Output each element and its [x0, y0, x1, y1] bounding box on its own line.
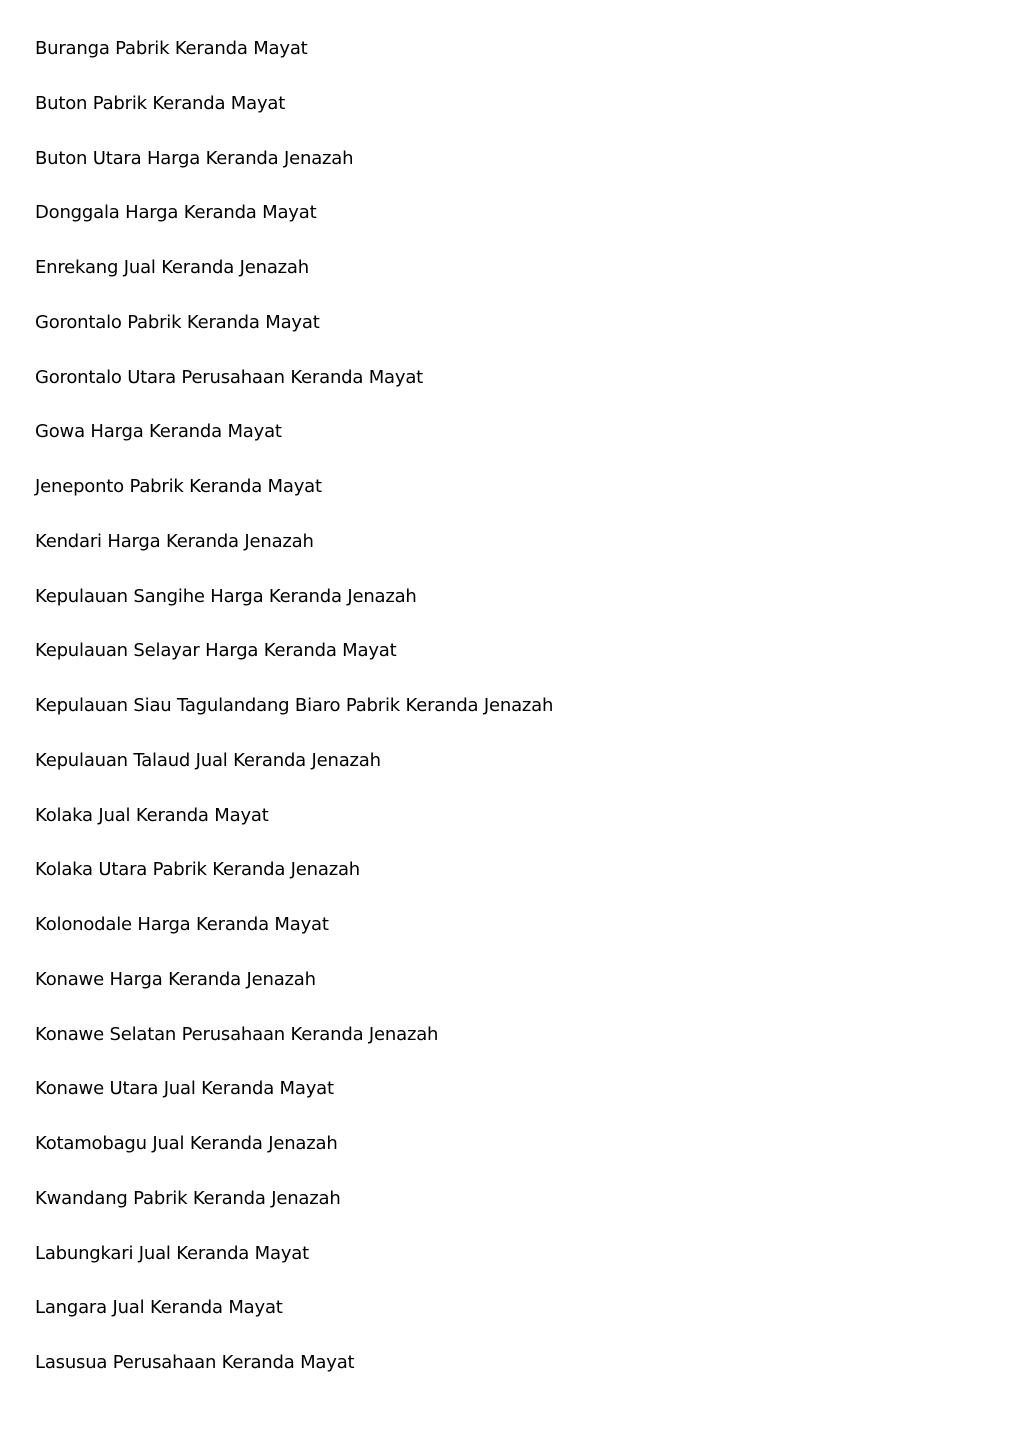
list-item: Konawe Harga Keranda Jenazah — [35, 968, 316, 990]
list-item: Kepulauan Selayar Harga Keranda Mayat — [35, 640, 397, 662]
list-item: Kolonodale Harga Keranda Mayat — [35, 914, 329, 935]
list-item: Kwandang Pabrik Keranda Jenazah — [35, 1187, 341, 1209]
list-item: Kepulauan Sangihe Harga Keranda Jenazah — [35, 585, 417, 607]
list-item: Kepulauan Siau Tagulandang Biaro Pabrik Keranda Jenazah — [35, 695, 554, 716]
list-item: Kolaka Utara Pabrik Keranda Jenazah — [35, 859, 360, 881]
list-item: Donggala Harga Keranda Mayat — [35, 202, 317, 224]
list-item: Konawe Utara Jual Keranda Mayat — [35, 1078, 334, 1100]
list-item: Langara Jual Keranda Mayat — [35, 1297, 283, 1319]
list-item: Gowa Harga Keranda Mayat — [35, 421, 282, 443]
list-item: Buranga Pabrik Keranda Mayat — [35, 38, 308, 59]
list-item: Lasusua Perusahaan Keranda Mayat — [35, 1352, 355, 1373]
list-item: Buton Utara Harga Keranda Jenazah — [35, 147, 354, 169]
entry-list — [35, 36, 553, 1405]
list-item: Konawe Selatan Perusahaan Keranda Jenazah — [35, 1023, 439, 1045]
list-item: Gorontalo Utara Perusahaan Keranda Mayat — [35, 366, 424, 388]
list-item: Kendari Harga Keranda Jenazah — [35, 530, 314, 552]
list-item: Kotamobagu Jual Keranda Jenazah — [35, 1133, 338, 1154]
list-item: Kepulauan Talaud Jual Keranda Jenazah — [35, 749, 381, 771]
list-item: Enrekang Jual Keranda Jenazah — [35, 257, 309, 278]
list-item: Kolaka Jual Keranda Mayat — [35, 804, 269, 826]
list-item: Jeneponto Pabrik Keranda Mayat — [35, 476, 322, 497]
list-item: Labungkari Jual Keranda Mayat — [35, 1242, 309, 1264]
list-item: Buton Pabrik Keranda Mayat — [35, 92, 286, 114]
list-item: Gorontalo Pabrik Keranda Mayat — [35, 311, 320, 333]
